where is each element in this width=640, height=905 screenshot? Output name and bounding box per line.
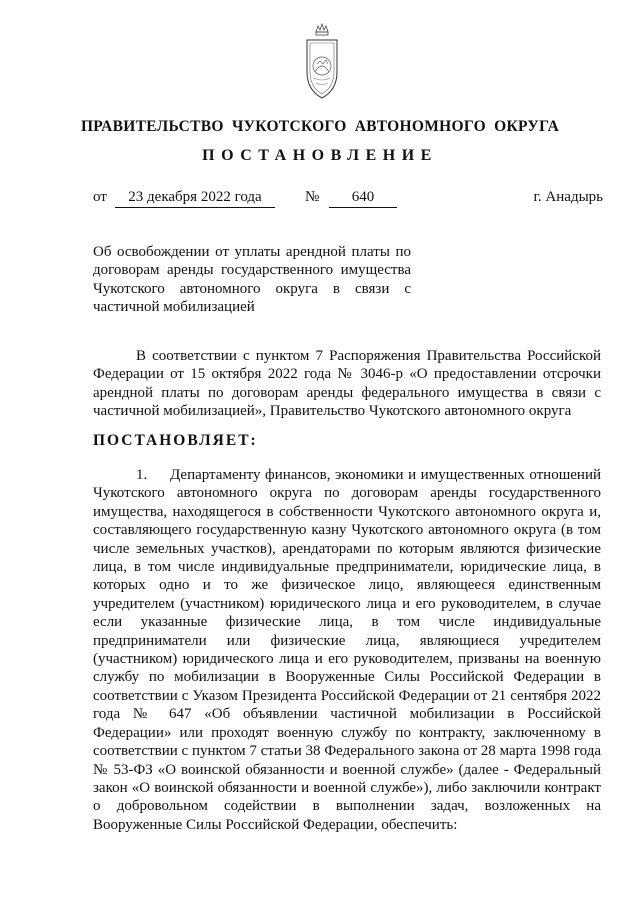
document-meta [93,189,603,211]
government-title: ПРАВИТЕЛЬСТВО ЧУКОТСКОГО АВТОНОМНОГО ОКРУГА [80,118,560,135]
decree-word: ПОСТАНОВЛЯЕТ: [93,432,258,449]
clause-text: Департаменту финансов, экономики и имущественных отношений Чукотского автономного округа по договорам аренды государственного имущества, находящегося в собственности Чукотского автономного округа и, составляющего государственную казну Чукотского автономного округа (в том числе земельных участков), арендаторами по которым являются физические лица, в том числе индивидуальные предприниматели, юридические лица, в которых одно и то же физическое лицо, являющееся единственным учредителем (участником) юридического лица и его руководителем, в случае если указанные физические лица, в том числе индивидуальные предприниматели или физические лица, являющиеся учредителем (участником) юридического лица и его руководителем, призваны на военную службу по мобилизации в Вооруженные Силы Российской Федерации в соответствии с Указом Президента Российской Федерации от 21 сентября 2022 года № 647 «Об объявлении частичной мобилизации в Российской Федерации» или проходят военную службу по контракту, заключенному в соответствии с пунктом 7 статьи 38 Федерального закона от 28 марта 1998 года № 53-ФЗ «О воинской обязанности и военной службе» (далее - Федеральный закон «О воинской обязанности и военной службе»), либо заключили контракт о добровольном содействии в выполнении задач, возложенных на Вооруженные Силы Российской Федерации, обеспечить: [93,467,601,833]
document-type: ПОСТАНОВЛЕНИЕ [202,147,438,164]
document-subject: Об освобождении от уплаты арендной платы по договорам аренды государственного имущества Чукотского автономного округа в связи с частичной мобилизацией [93,244,411,315]
clause-number: 1. [136,467,148,483]
document-number: 640 [329,189,397,208]
document-city: г. Анадырь [533,189,603,205]
number-label: № [305,189,320,205]
preamble: В соответствии с пунктом 7 Распоряжения Правительства Российской Федерации от 15 октября 2022 года № 3046-р «О предоставлении отсрочки арендной платы по договорам аренды федерального имущества в связи с частичной мобилизацией», Правительство Чукотского автономного округа [93,348,601,420]
clause-1 [93,466,601,834]
date-prefix: от [93,189,107,205]
document-date: 23 декабря 2022 года [115,189,275,208]
coat-of-arms-icon [302,20,342,112]
